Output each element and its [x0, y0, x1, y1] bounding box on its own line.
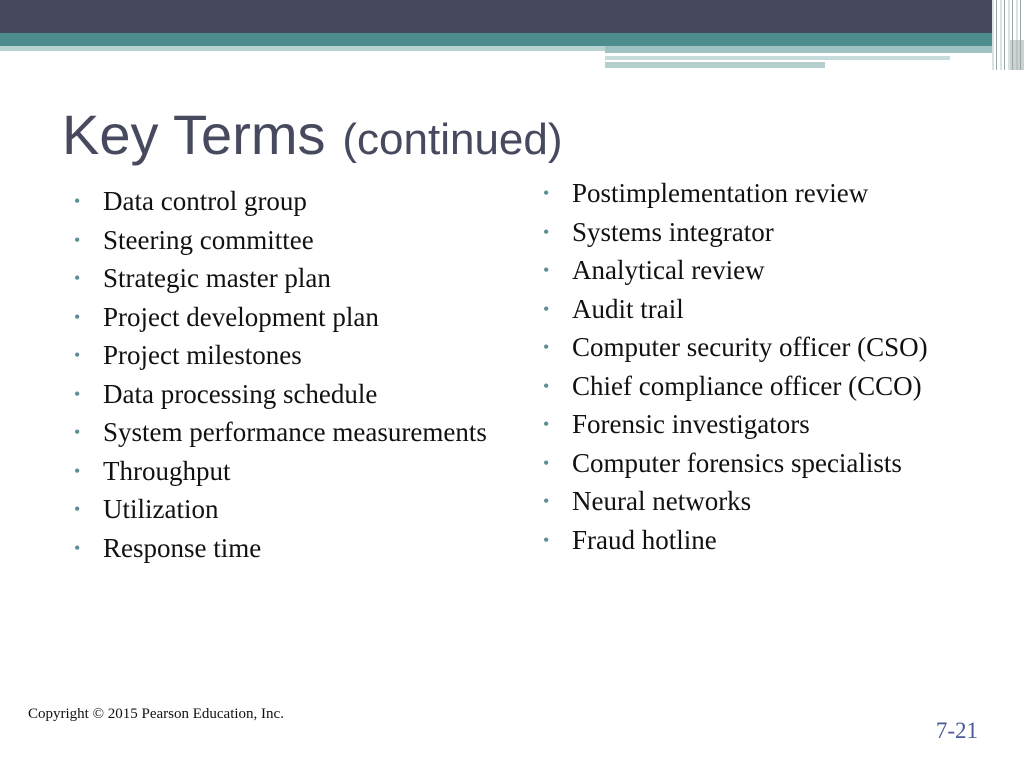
- term-text: Analytical review: [572, 255, 765, 285]
- term-list-item: [74, 184, 504, 218]
- term-list-item: [543, 330, 983, 364]
- term-list-item: [74, 261, 504, 295]
- bullet-icon: •: [74, 383, 81, 404]
- term-text: Postimplementation review: [572, 178, 869, 208]
- term-text: Project milestones: [103, 340, 302, 370]
- term-list-item: [543, 292, 983, 326]
- term-text: Forensic investigators: [572, 409, 810, 439]
- term-list-item: [543, 176, 983, 210]
- copyright-notice: Copyright © 2015 Pearson Education, Inc.: [28, 706, 284, 722]
- bullet-icon: •: [74, 268, 81, 288]
- header-band-dark: [0, 0, 992, 33]
- term-text: Steering committee: [103, 224, 314, 255]
- bullet-icon: •: [74, 460, 81, 481]
- term-text: Audit trail: [572, 293, 684, 324]
- term-text: Data control group: [103, 186, 307, 216]
- bullet-icon: •: [543, 260, 550, 280]
- term-list-item: [74, 415, 504, 449]
- term-list-item: [74, 377, 504, 411]
- term-text: Data processing schedule: [103, 378, 378, 409]
- term-text: Systems integrator: [572, 216, 774, 247]
- term-text: Computer forensics specialists: [572, 447, 902, 478]
- bullet-icon: •: [543, 414, 550, 434]
- header-band-light: [605, 56, 950, 60]
- term-list-item: [74, 531, 504, 565]
- bullet-icon: •: [543, 221, 550, 242]
- bullet-icon: •: [74, 345, 81, 365]
- bullet-icon: •: [74, 229, 81, 250]
- term-text: Neural networks: [572, 486, 752, 516]
- right-term-list: [543, 176, 983, 561]
- term-text: Response time: [103, 532, 262, 563]
- term-text: Computer security officer (CSO): [572, 332, 928, 362]
- term-text: Strategic master plan: [103, 263, 331, 293]
- term-list-item: [543, 253, 983, 287]
- bullet-icon: •: [74, 191, 81, 211]
- term-list-item: [74, 223, 504, 257]
- term-text: Throughput: [103, 455, 231, 486]
- term-list-item: [543, 523, 983, 557]
- term-list-item: [74, 338, 504, 372]
- bullet-icon: •: [74, 306, 81, 327]
- bullet-icon: •: [543, 452, 550, 473]
- term-text: Utilization: [103, 494, 219, 524]
- bullet-icon: •: [543, 337, 550, 357]
- term-list-item: [543, 446, 983, 480]
- term-list-item: [543, 484, 983, 518]
- bullet-icon: •: [543, 183, 550, 203]
- bullet-icon: •: [543, 298, 550, 319]
- bullet-icon: •: [543, 529, 550, 550]
- left-term-list: [74, 184, 504, 569]
- header-band-light: [0, 46, 605, 51]
- term-text: System performance measurements: [103, 417, 487, 447]
- term-text: Fraud hotline: [572, 524, 717, 555]
- term-list-item: [74, 454, 504, 488]
- term-list-item: [74, 492, 504, 526]
- slide-title-main: Key Terms: [62, 103, 326, 166]
- bullet-icon: •: [543, 375, 550, 396]
- term-list-item: [543, 369, 983, 403]
- term-list-item: [74, 300, 504, 334]
- bullet-icon: •: [74, 422, 81, 442]
- header-stripes-shade: [1010, 40, 1024, 70]
- header-band-teal: [0, 33, 992, 46]
- page-number: 7-21: [935, 718, 978, 743]
- bullet-icon: •: [74, 537, 81, 558]
- bullet-icon: •: [543, 491, 550, 511]
- term-text: Chief compliance officer (CCO): [572, 370, 922, 401]
- term-list-item: [543, 215, 983, 249]
- term-list-item: [543, 407, 983, 441]
- slide-title-sub: (continued): [342, 115, 563, 164]
- bullet-icon: •: [74, 499, 81, 519]
- slide-title: [62, 102, 563, 167]
- term-text: Project development plan: [103, 301, 379, 332]
- header-band-light: [605, 46, 992, 53]
- header-band-light: [605, 62, 825, 68]
